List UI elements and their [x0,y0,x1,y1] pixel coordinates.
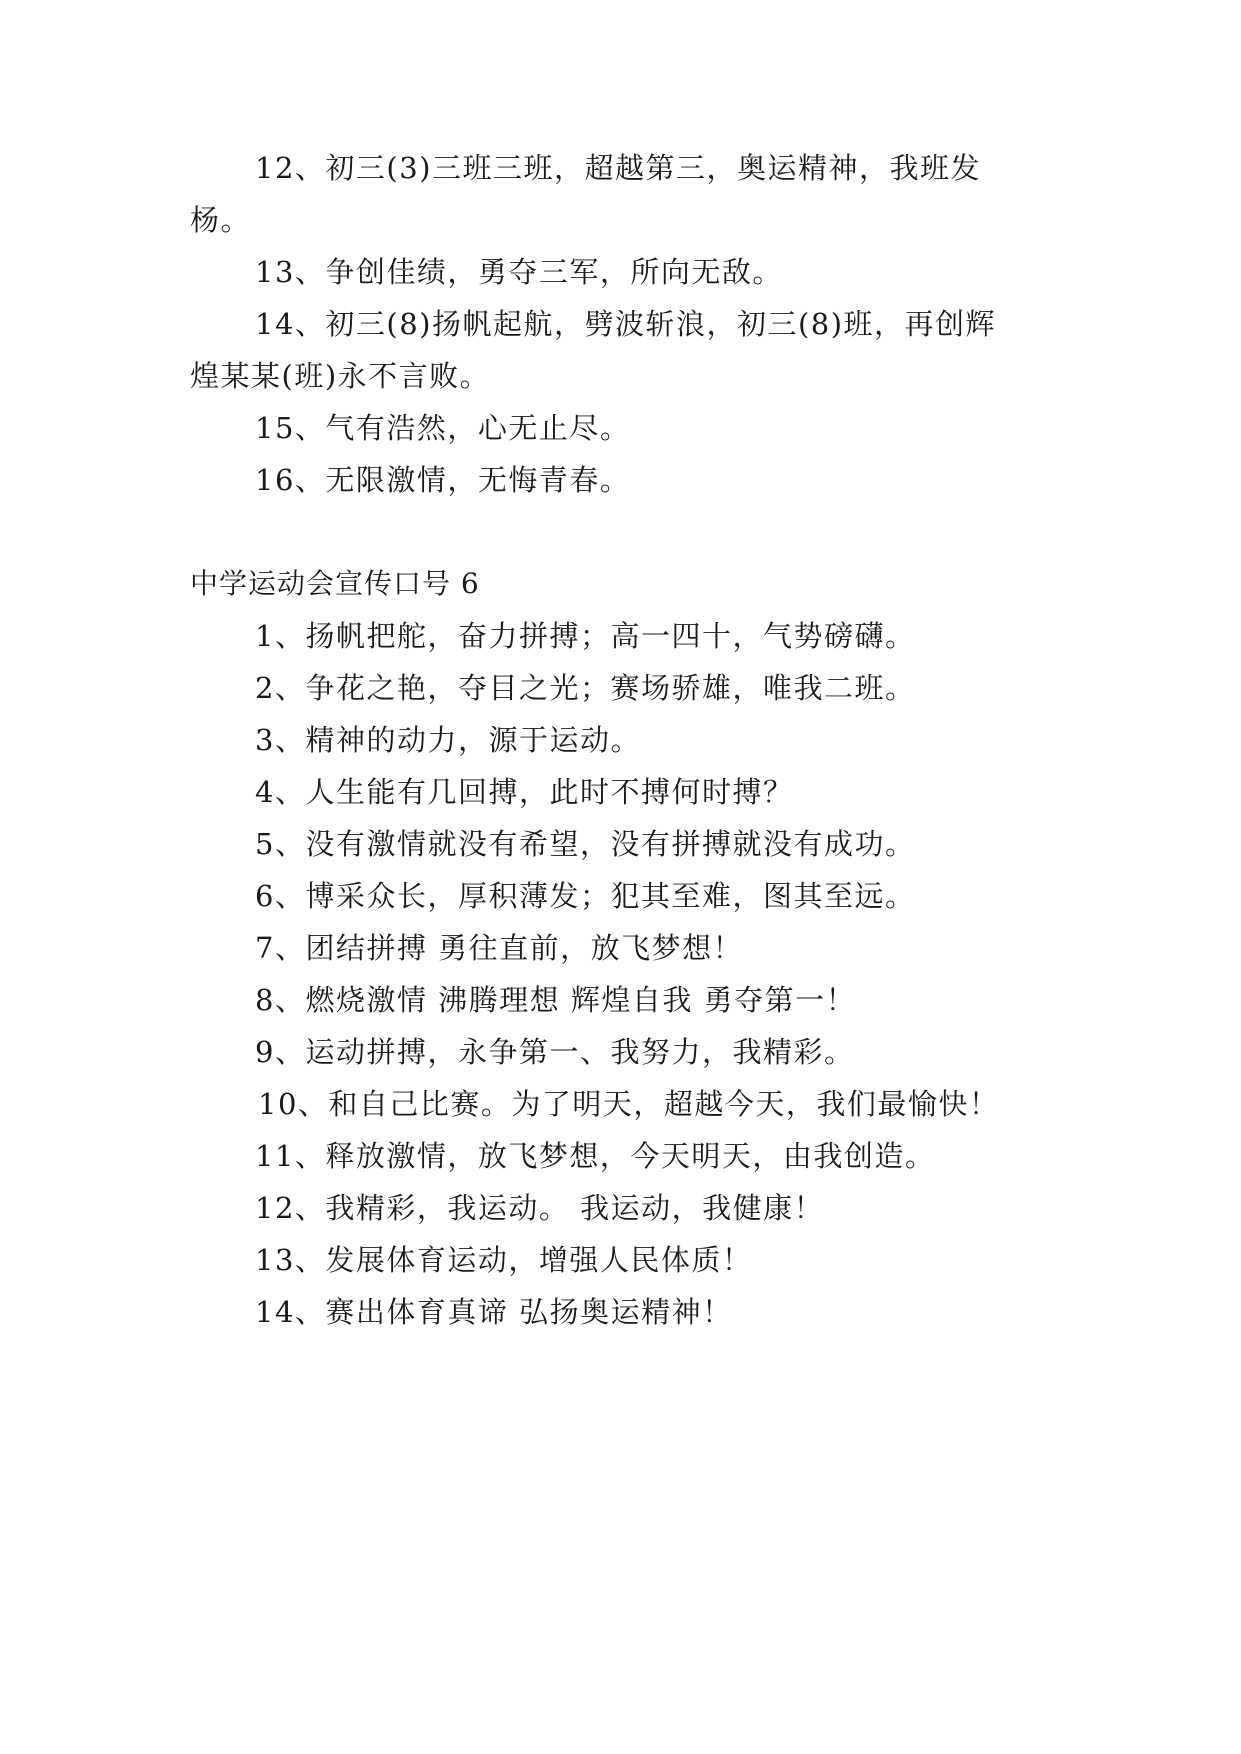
slogan-item: 1、扬帆把舵，奋力拼搏；高一四十，气势磅礴。 [255,619,916,653]
prev-item-13: 13、争创佳绩，勇夺三军，所向无敌。 [255,255,783,289]
slogan-item: 6、博采众长，厚积薄发；犯其至难，图其至远。 [255,879,916,913]
prev-item-15: 15、气有浩然，心无止尽。 [255,411,631,445]
slogan-item: 4、人生能有几回搏，此时不搏何时搏？ [255,775,794,809]
prev-item-14-line2: 煌某某(班)永不言败。 [190,359,491,393]
slogan-item: 9、运动拼搏，永争第一、我努力，我精彩。 [255,1035,855,1069]
prev-item-12-line2: 杨。 [190,203,252,237]
slogan-item: 7、团结拼搏 勇往直前，放飞梦想！ [255,931,744,965]
slogan-item: 8、燃烧激情 沸腾理想 辉煌自我 勇夺第一！ [255,983,857,1017]
slogan-item: 13、发展体育运动，增强人民体质！ [255,1243,753,1277]
slogan-item: 11、释放激情，放飞梦想，今天明天，由我创造。 [255,1139,936,1173]
slogan-item: 5、没有激情就没有希望，没有拼搏就没有成功。 [255,827,916,861]
prev-item-14-line1: 14、初三(8)扬帆起航，劈波斩浪，初三(8)班，再创辉 [255,307,997,341]
prev-item-16: 16、无限激情，无悔青春。 [255,463,631,497]
slogan-item: 3、精神的动力，源于运动。 [255,723,641,757]
slogan-item: 10、和自己比赛。为了明天，超越今天，我们最愉快！ [258,1087,1000,1121]
slogan-item: 14、赛出体育真谛 弘扬奥运精神！ [255,1295,733,1329]
slogan-item: 12、我精彩，我运动。 我运动，我健康！ [255,1191,825,1225]
slogan-item: 2、争花之艳，夺目之光；赛场骄雄，唯我二班。 [255,671,916,705]
prev-item-12-line1: 12、初三(3)三班三班，超越第三，奥运精神，我班发 [255,151,981,185]
section-heading: 中学运动会宣传口号 6 [190,567,480,600]
